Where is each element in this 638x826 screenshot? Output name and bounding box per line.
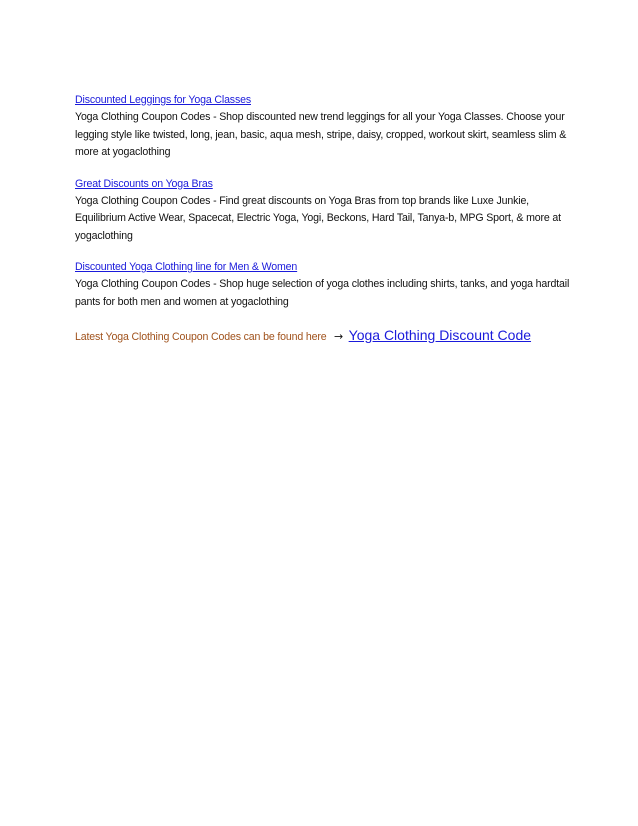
clothing-line-link[interactable]: Discounted Yoga Clothing line for Men & Women [75,261,298,273]
bras-link[interactable]: Great Discounts on Yoga Bras [75,177,213,190]
bras-description: Yoga Clothing Coupon Codes - Find great discounts on Yoga Bras from top brands like Luxe Junkie, Equilibrium Active Wear, Spacecat, Electric Yoga, Yogi, Beckons, Hard Tail, Tanya-b, MPG Sport, & more at yogaclothing [75,194,561,242]
leggings-link[interactable]: Discounted Leggings for Yoga Classes [75,94,251,106]
clothing-line-description: Yoga Clothing Coupon Codes - Shop huge selection of yoga clothes including shirts, tanks, and yoga hardtail pants for both men and women at yogaclothing [75,278,570,308]
footer-line [75,325,575,347]
footer-prefix-text: Latest Yoga Clothing Coupon Codes can be found here [75,331,327,343]
section-clothing-line [75,257,575,311]
discount-code-link[interactable]: Yoga Clothing Discount Code [348,327,532,343]
document-content [75,90,575,347]
arrow-right-icon: → [333,330,344,343]
leggings-description: Yoga Clothing Coupon Codes - Shop discounted new trend leggings for all your Yoga Classes. Choose your legging style like twisted, long, jean, basic, aqua mesh, stripe, daisy, cropped, workout skirt, seamless slim & more at yogaclothing [75,111,567,158]
section-bras [75,174,575,246]
section-leggings [75,90,575,162]
